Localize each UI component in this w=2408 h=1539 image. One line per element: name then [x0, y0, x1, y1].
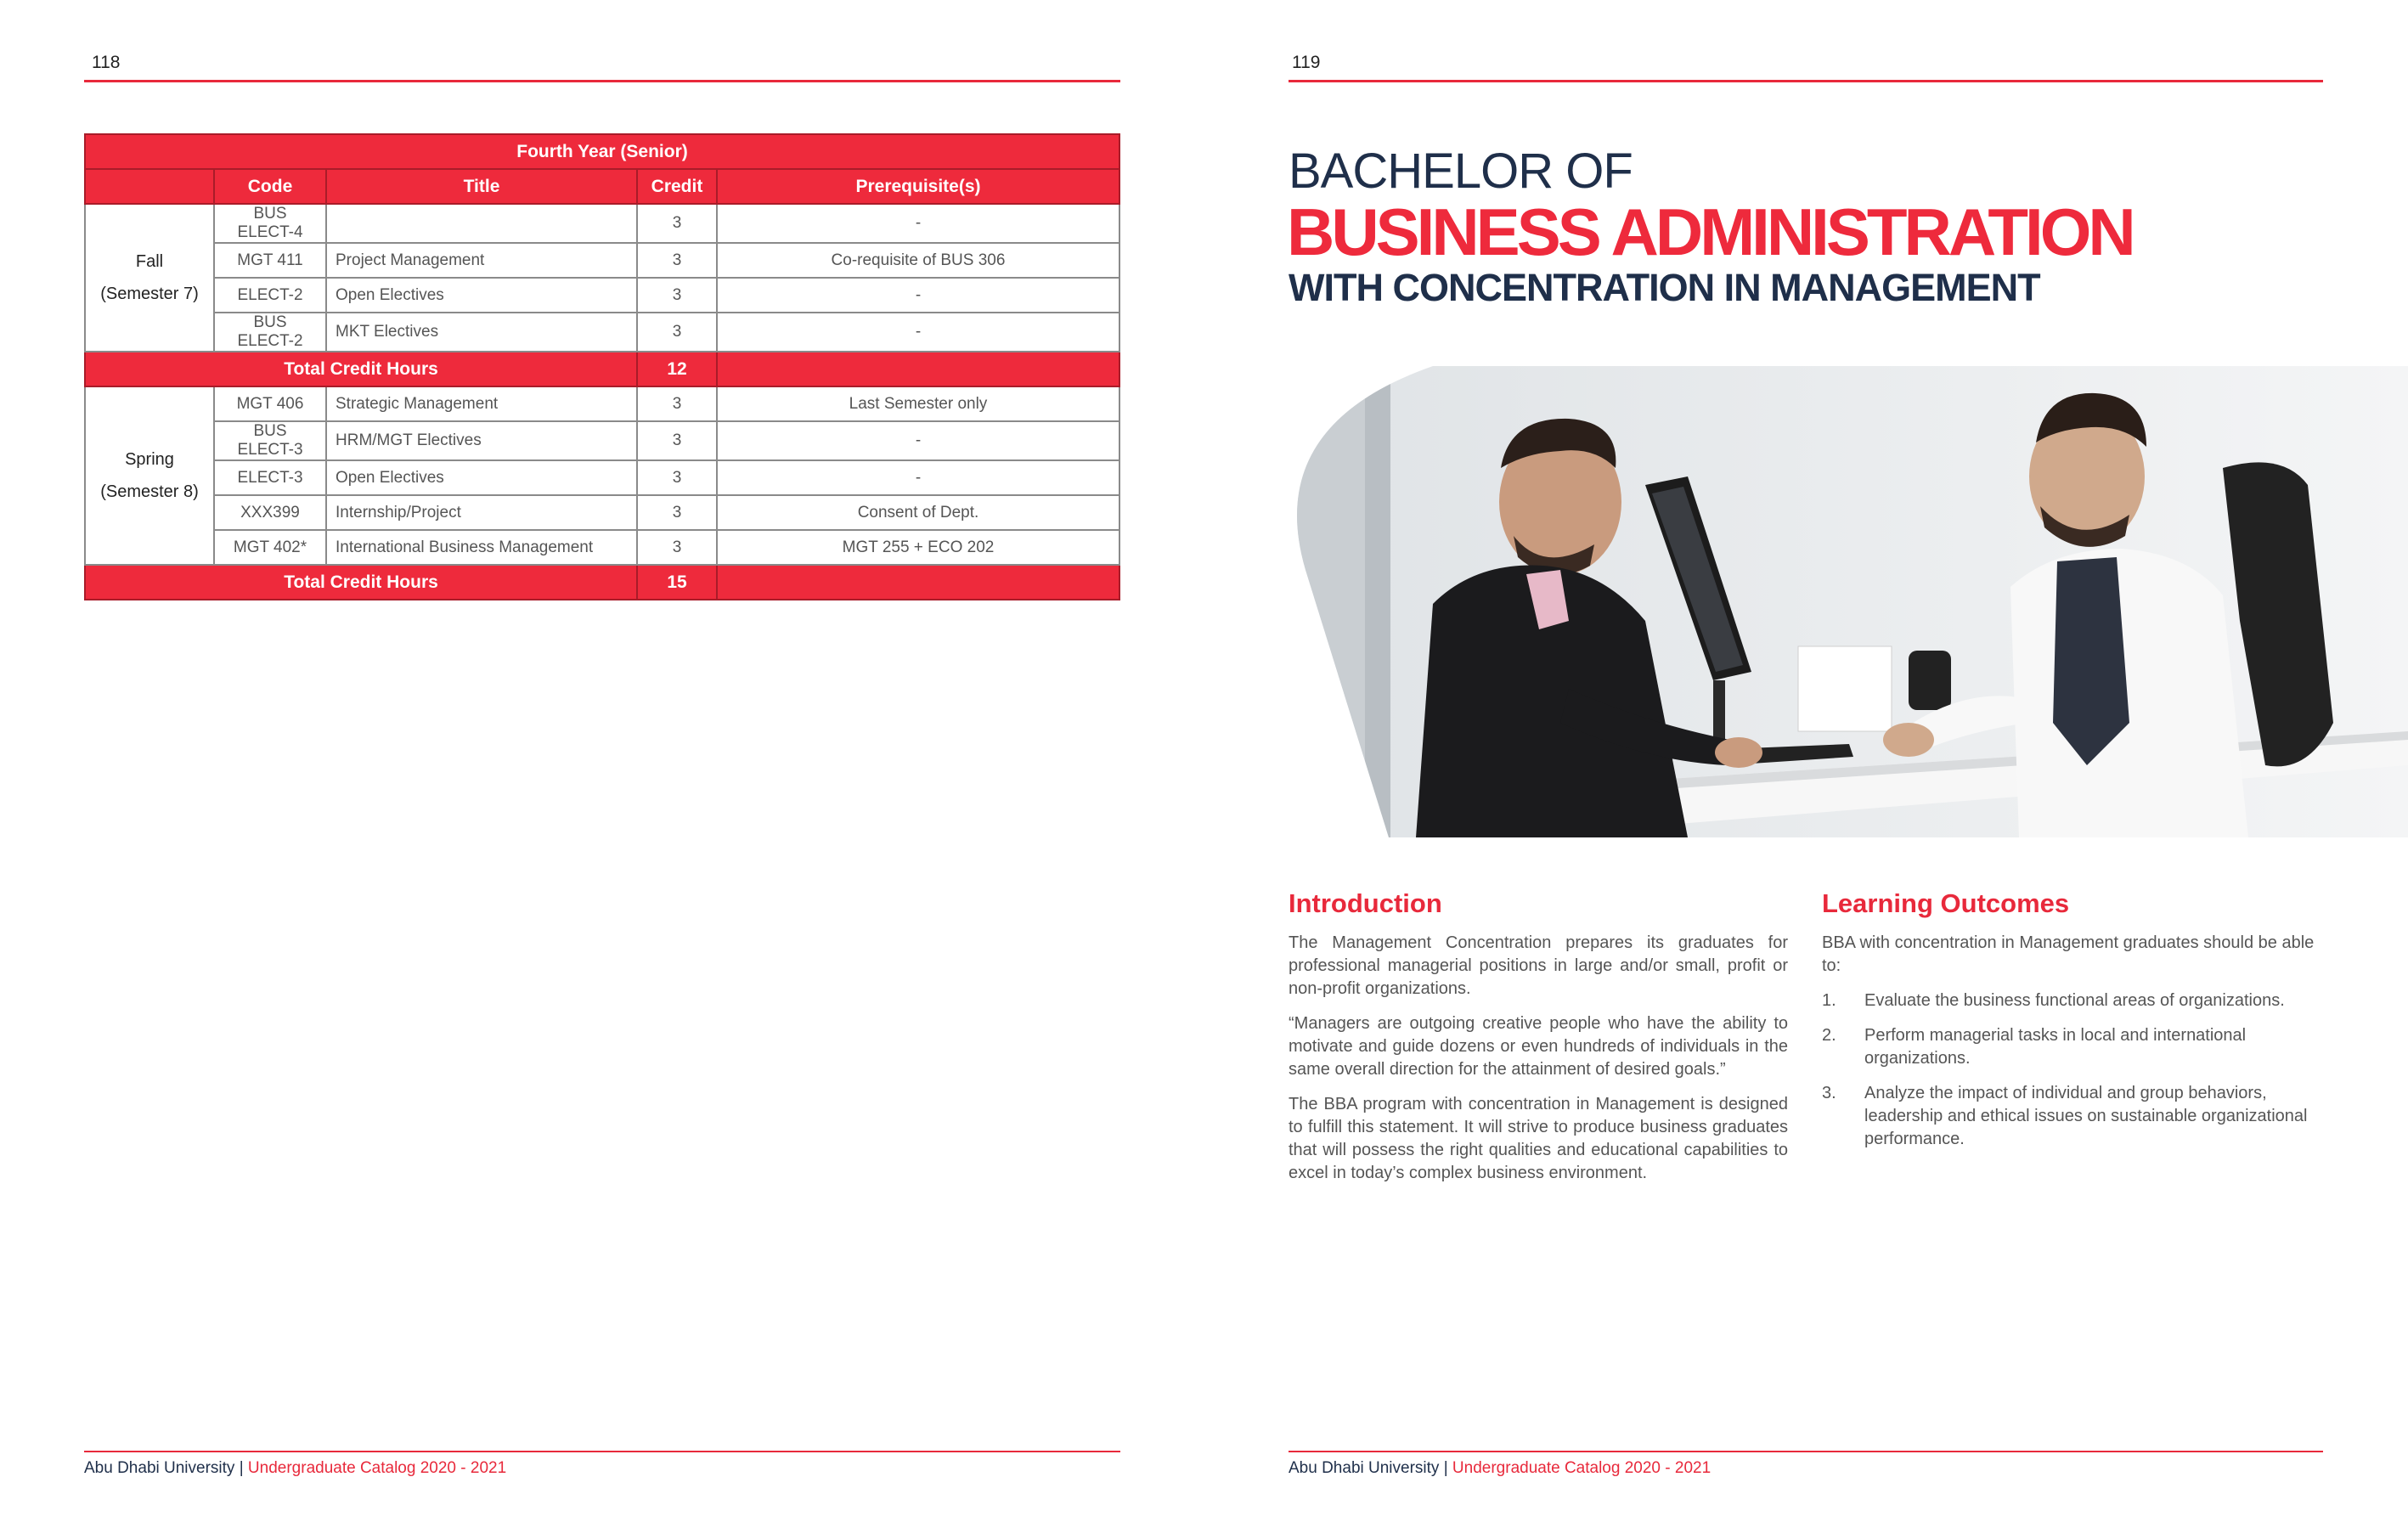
introduction-body	[1289, 932, 1788, 1197]
spring-total-value: 15	[637, 565, 717, 600]
fall-total-value: 12	[637, 352, 717, 386]
table-title: Fourth Year (Senior)	[85, 134, 1119, 169]
learning-outcomes-title: Learning Outcomes	[1822, 888, 2070, 918]
header-rule-right	[1289, 80, 2323, 82]
intro-paragraph: “Managers are outgoing creative people who have the ability to motivate and guide dozens or even hundreds of individuals in the same overall direction for the attainment of desired goals.”	[1289, 1014, 1788, 1079]
header-prereq: Prerequisite(s)	[717, 169, 1119, 204]
cell-prereq: -	[717, 460, 1119, 495]
table-row	[85, 278, 1119, 313]
fall-semester-label: (Semester 7)	[100, 285, 199, 303]
spring-term-cell	[85, 386, 214, 565]
table-row	[85, 386, 1119, 421]
cell-prereq: MGT 255 + ECO 202	[717, 530, 1119, 565]
cell-credit: 3	[637, 204, 717, 243]
cell-title: Project Management	[326, 243, 637, 278]
table-row	[85, 460, 1119, 495]
table-row	[85, 495, 1119, 530]
cell-code: MGT 406	[214, 386, 326, 421]
footer-catalog: Undergraduate Catalog 2020 - 2021	[1452, 1459, 1712, 1477]
footer-university: Abu Dhabi University	[84, 1459, 235, 1477]
cell-title: Internship/Project	[326, 495, 637, 530]
list-item-number: 3.	[1822, 1084, 1836, 1102]
fall-total-label: Total Credit Hours	[85, 352, 637, 386]
cell-code: ELECT-2	[214, 278, 326, 313]
cell-code: ELECT-3	[214, 460, 326, 495]
header-code: Code	[214, 169, 326, 204]
cell-code: BUS ELECT-2	[214, 313, 326, 352]
list-item-text: Evaluate the business functional areas of organizations.	[1864, 991, 2285, 1010]
table-row	[85, 421, 1119, 460]
cell-code: MGT 402*	[214, 530, 326, 565]
outcomes-list	[1822, 989, 2323, 1151]
fall-total-empty	[717, 352, 1119, 386]
spring-total-row	[85, 565, 1119, 600]
cell-title: MKT Electives	[326, 313, 637, 352]
footer-catalog: Undergraduate Catalog 2020 - 2021	[247, 1459, 507, 1477]
footer-separator: |	[1443, 1459, 1448, 1477]
cell-code: MGT 411	[214, 243, 326, 278]
cell-prereq: Consent of Dept.	[717, 495, 1119, 530]
spring-semester-label: (Semester 8)	[100, 482, 199, 501]
list-item	[1822, 1024, 2323, 1070]
footer-rule-right	[1289, 1451, 2323, 1452]
intro-paragraph: The BBA program with concentration in Management is designed to fulfill this statement. It will strive to produce business graduates that will possess the right qualities and educational capabilities to excel in today’s complex business environment.	[1289, 1095, 1788, 1182]
table-header-row	[85, 169, 1119, 204]
cell-title	[326, 204, 637, 243]
introduction-title: Introduction	[1289, 888, 1442, 918]
cell-prereq: Co-requisite of BUS 306	[717, 243, 1119, 278]
cell-code: XXX399	[214, 495, 326, 530]
cell-code: BUS ELECT-4	[214, 204, 326, 243]
spring-term-label: Spring	[125, 450, 174, 469]
cell-prereq: -	[717, 421, 1119, 460]
cell-title: Open Electives	[326, 278, 637, 313]
header-term	[85, 169, 214, 204]
cell-prereq: -	[717, 313, 1119, 352]
heading-line1: BACHELOR OF	[1289, 144, 1633, 199]
table-row	[85, 313, 1119, 352]
cell-credit: 3	[637, 386, 717, 421]
footer-right	[1289, 1459, 1711, 1478]
page-number-right: 119	[1292, 53, 1321, 72]
cell-title: Strategic Management	[326, 386, 637, 421]
list-item	[1822, 989, 2323, 1012]
header-rule-left	[84, 80, 1120, 82]
cell-title: International Business Management	[326, 530, 637, 565]
footer-separator: |	[239, 1459, 244, 1477]
header-credit: Credit	[637, 169, 717, 204]
cell-credit: 3	[637, 530, 717, 565]
cell-credit: 3	[637, 460, 717, 495]
footer-left	[84, 1459, 506, 1478]
heading-line3: WITH CONCENTRATION IN MANAGEMENT	[1289, 266, 2040, 309]
spring-total-empty	[717, 565, 1119, 600]
intro-paragraph: The Management Concentration prepares its graduates for professional managerial positions in large and/or small, profit or non-profit organizations.	[1289, 933, 1788, 998]
cell-prereq: -	[717, 278, 1119, 313]
table-row	[85, 243, 1119, 278]
spring-total-label: Total Credit Hours	[85, 565, 637, 600]
fall-term-cell	[85, 204, 214, 352]
table-row	[85, 204, 1119, 243]
cell-title: Open Electives	[326, 460, 637, 495]
office-meeting-photo	[1289, 366, 2408, 837]
list-item-number: 1.	[1822, 991, 1836, 1010]
cell-prereq: -	[717, 204, 1119, 243]
cell-code: BUS ELECT-3	[214, 421, 326, 460]
header-title: Title	[326, 169, 637, 204]
footer-rule-left	[84, 1451, 1120, 1452]
cell-credit: 3	[637, 313, 717, 352]
list-item	[1822, 1082, 2323, 1151]
list-item-number: 2.	[1822, 1026, 1836, 1045]
list-item-text: Analyze the impact of individual and group behaviors, leadership and ethical issues on sustainable organizational performance.	[1864, 1084, 2308, 1148]
cell-credit: 3	[637, 243, 717, 278]
table-row	[85, 530, 1119, 565]
page-number-left: 118	[92, 53, 121, 72]
cell-title: HRM/MGT Electives	[326, 421, 637, 460]
fall-total-row	[85, 352, 1119, 386]
cell-prereq: Last Semester only	[717, 386, 1119, 421]
outcomes-intro: BBA with concentration in Management graduates should be able to:	[1822, 933, 2315, 975]
heading-line2: BUSINESS ADMINISTRATION	[1287, 194, 2133, 269]
cell-credit: 3	[637, 421, 717, 460]
cell-credit: 3	[637, 278, 717, 313]
table-title-row	[85, 134, 1119, 169]
fall-term-label: Fall	[135, 252, 164, 271]
learning-outcomes-body	[1822, 932, 2323, 1163]
footer-university: Abu Dhabi University	[1289, 1459, 1440, 1477]
cell-credit: 3	[637, 495, 717, 530]
course-table	[84, 133, 1120, 600]
list-item-text: Perform managerial tasks in local and international organizations.	[1864, 1026, 2247, 1068]
